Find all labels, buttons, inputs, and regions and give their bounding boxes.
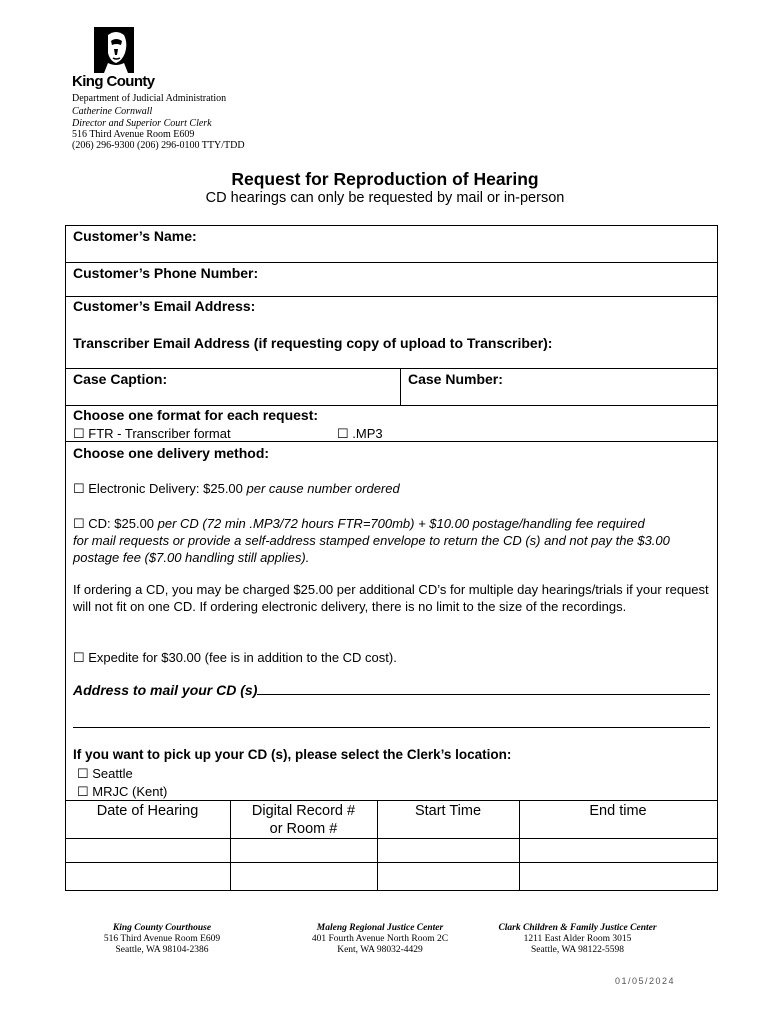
table-header-record: Digital Record # or Room # [251,803,356,837]
hearing-table [65,800,718,891]
footer-location-city: Kent, WA 98032-4429 [337,945,423,955]
electronic-delivery-label: ☐ Electronic Delivery: $25.00 [73,481,247,496]
footer-clark [480,923,675,956]
divider [65,296,718,297]
electronic-delivery-note: per cause number ordered [246,481,400,496]
footer-location-address: 516 Third Avenue Room E609 [103,934,221,944]
clerk-position: Director and Superior Court Clerk [72,118,212,129]
customer-name-field[interactable]: Customer’s Name: [73,228,197,244]
customer-phone-field[interactable]: Customer’s Phone Number: [73,265,259,281]
table-cell-record-1[interactable] [231,839,377,862]
divider [65,890,718,891]
table-cell-end-1[interactable] [520,839,717,862]
footer-location-city: Seattle, WA 98122-5598 [531,945,624,955]
case-caption-field[interactable]: Case Caption: [73,371,168,387]
divider [400,368,401,405]
pickup-seattle-checkbox[interactable]: ☐ Seattle [77,766,133,781]
table-header-end: End time [589,803,647,819]
pickup-mrjc-checkbox[interactable]: ☐ MRJC (Kent) [77,784,168,799]
format-ftr-checkbox[interactable]: ☐ FTR - Transcriber format [73,426,231,441]
customer-email-field[interactable]: Customer’s Email Address: [73,298,256,314]
logo-text: King County [72,73,155,90]
format-mp3-checkbox[interactable]: ☐ .MP3 [337,426,383,441]
footer-location-address: 1211 East Alder Room 3015 [523,934,632,944]
page-subtitle: CD hearings can only be requested by mail or in-person [205,190,565,206]
divider [65,368,718,369]
table-cell-record-2[interactable] [231,863,377,890]
footer-mrjc [290,923,470,956]
mail-address-field[interactable] [73,682,710,698]
electronic-delivery-checkbox[interactable] [73,481,400,497]
cd-ordering-note: If ordering a CD, you may be charged $25.00 per additional CD’s for multiple day hearings/trials if your request will not fit on one CD. If ordering electronic delivery, there is no limit to the size of the recordings. [73,582,709,614]
form-revision-date: 01/05/2024 [615,976,676,986]
office-address: 516 Third Avenue Room E609 [72,129,195,140]
cd-delivery-line1: per CD (72 min .MP3/72 hours FTR=700mb) + $10.00 postage/handling fee required [157,516,645,531]
format-heading: Choose one format for each request: [73,407,319,423]
king-county-logo [94,27,134,73]
footer-location-address: 401 Fourth Avenue North Room 2C [311,934,449,944]
footer-courthouse [72,923,252,956]
cd-delivery-line2: for mail requests or provide a self-address stamped envelope to return the CD (s) and not pay the $3.00 [73,533,670,548]
divider [65,262,718,263]
transcriber-email-field[interactable]: Transcriber Email Address (if requesting copy of upload to Transcriber): [73,335,553,351]
table-cell-date-1[interactable] [66,839,230,862]
divider [65,800,718,801]
page-title: Request for Reproduction of Hearing [231,169,539,189]
footer-location-name: Clark Children & Family Justice Center [498,923,657,933]
footer-location-city: Seattle, WA 98104-2386 [115,945,209,955]
table-header-date: Date of Hearing [96,803,199,819]
table-cell-start-2[interactable] [378,863,519,890]
clerk-name: Catherine Cornwall [72,106,153,117]
expedite-checkbox[interactable]: ☐ Expedite for $30.00 (fee is in addition to the CD cost). [73,650,397,665]
cd-delivery-checkbox[interactable] [73,515,718,566]
divider [65,405,718,406]
delivery-heading: Choose one delivery method: [73,445,270,461]
divider [717,800,718,891]
table-header-start: Start Time [414,803,482,819]
mail-address-label: Address to mail your CD (s) [73,682,258,698]
pickup-heading: If you want to pick up your CD (s), please select the Clerk’s location: [73,747,512,762]
department-name: Department of Judicial Administration [72,93,227,104]
mail-address-line-2[interactable] [73,727,710,728]
office-phones: (206) 296-9300 (206) 296-0100 TTY/TDD [72,140,245,151]
mail-address-line [257,694,710,695]
table-cell-end-2[interactable] [520,863,717,890]
footer-location-name: Maleng Regional Justice Center [316,923,444,933]
mlk-portrait-icon [94,27,134,73]
table-cell-start-1[interactable] [378,839,519,862]
cd-delivery-line3: postage fee ($7.00 handling still applies). [73,550,310,565]
case-number-field[interactable]: Case Number: [408,371,503,387]
table-cell-date-2[interactable] [66,863,230,890]
cd-delivery-label: ☐ CD: $25.00 [73,516,158,531]
footer-location-name: King County Courthouse [112,923,212,933]
